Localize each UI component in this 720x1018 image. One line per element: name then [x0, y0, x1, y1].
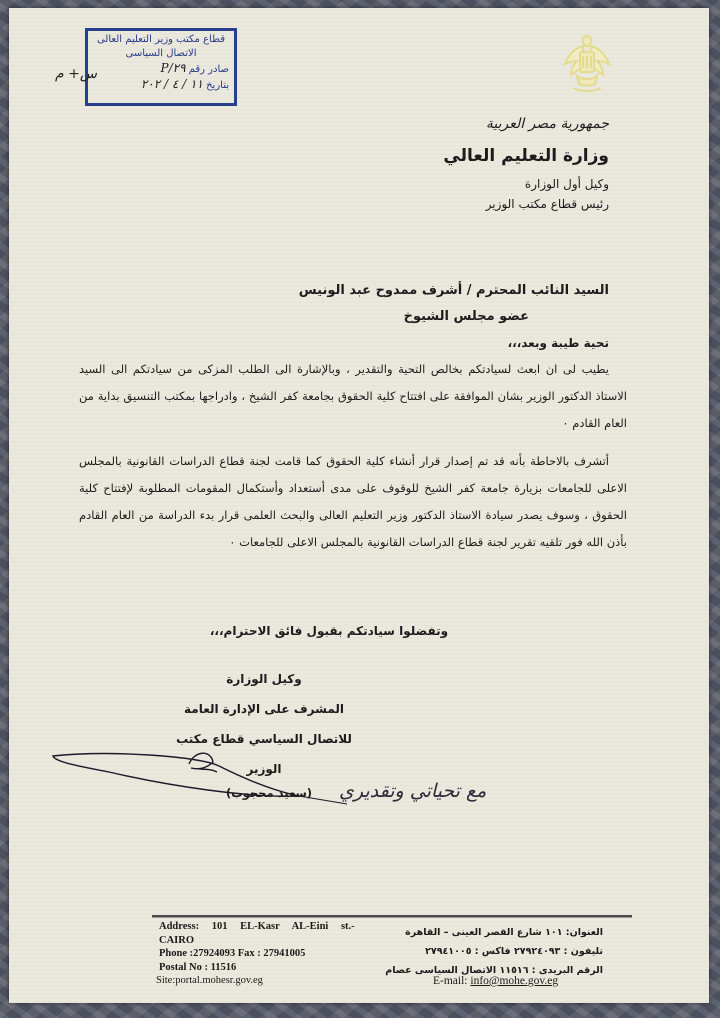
footer-arabic [385, 923, 603, 980]
stamp-handwritten-note: س+ م [55, 66, 97, 82]
greeting: تحية طيبة وبعد،،، [507, 336, 609, 350]
eagle-emblem-icon [561, 30, 613, 96]
stamp-date-value: ١١ / ٤ / ٢٠٢ [140, 77, 203, 91]
handwritten-regards: مع تحياتي وتقديري [339, 780, 487, 802]
stamp-date-label: بتاريخ [206, 80, 229, 91]
footer-site-en: Site:portal.mohesr.gov.eg [156, 975, 263, 986]
footer-english [156, 920, 355, 988]
footer-city-en: CAIRO [159, 934, 195, 946]
footer-phone-en: Phone :27924093 Fax : 27941005 [159, 948, 306, 959]
republic-name: جمهورية مصر العربية [485, 116, 609, 132]
outgoing-stamp [85, 28, 237, 106]
letter-page [9, 8, 709, 1003]
footer-address-en-label: Address: [159, 921, 200, 932]
stamp-number-value: ٢٩/P [160, 61, 186, 75]
stamp-date-row [93, 77, 229, 93]
sector-head-title: رئيس قطاع مكتب الوزير [485, 197, 609, 211]
signatory-title-2: المشرف على الإدارة العامة [184, 702, 344, 716]
footer-address-ar: العنوان: ١٠١ شارع القصر العينى – القاهرة [405, 927, 603, 938]
footer-divider [152, 915, 632, 918]
stamp-line-2: الاتصال السياسى [125, 48, 197, 59]
footer-postal-ar: الرقم البريدى : ١١٥١٦ الاتصال السياسى عصام [385, 965, 603, 976]
stamp-line-1: قطاع مكتب وزير التعليم العالى [96, 34, 226, 45]
footer-email-link[interactable]: info@mohe.gov.eg [470, 975, 559, 987]
closing-line: وتفضلوا سيادتكم بقبول فائق الاحترام،،، [209, 624, 449, 638]
footer-address-en-row [159, 920, 355, 934]
stamp-number-row [93, 61, 229, 77]
addressee-name: السيد النائب المحترم / أشرف ممدوح عبد الونيس [298, 283, 609, 298]
footer-email-label: E-mail: [433, 975, 468, 987]
stamp-number-label: صادر رقم [188, 64, 229, 75]
addressee-title: عضو مجلس الشيوخ [403, 309, 529, 324]
signatory-title-3: للاتصال السياسي قطاع مكتب الوزير [176, 732, 352, 776]
ministry-name: وزارة التعليم العالي [443, 146, 609, 166]
deputy-title: وكيل أول الوزارة [524, 177, 609, 191]
body-paragraph-1: يطيب لى ان ابعث لسيادتكم بخالص التحية والتقدير ، وبالإشارة الى الطلب المزكى من سيادتكم الى السيد الاستاذ الدكتور الوزير بشان الموافقة على افتتاح كلية الحقوق بجامعة كفر الشيخ ، وادراجها بمكتب التنسيق بداية من العام القادم ٠ [79, 362, 627, 430]
body-paragraph-2: أتشرف بالاحاطة بأنه قد تم إصدار قرار أنشاء كلية الحقوق كما قامت لجنة قطاع الدراسات القانونية بالمجلس الاعلى للجامعات بزيارة جامعة كفر الشيخ للوقوف على مدى أستعداد وأستكمال المقومات المطلوبة لإفتتاح كلية الحقوق ، وسوف يصدر سيادة الاستاذ الدكتور وزير التعليم العالى والبحث العلمى قرار بدء الدراسة من العام القادم بأذن الله فور تلقيه تقرير لجنة قطاع الدراسات القانونية بالمجلس الاعلى للجامعات ٠ [79, 454, 627, 549]
footer-email-row [433, 975, 558, 987]
signatory-title-1: وكيل الوزارة [226, 672, 302, 686]
footer-address-en: 101 EL-Kasr AL-Eini st.- [211, 921, 355, 932]
signatory-name: (سعيد محجوب) [225, 786, 313, 800]
footer-postal-en: Postal No : 11516 [159, 961, 237, 973]
footer-phone-ar: تليفون : ٢٧٩٢٤٠٩٣ فاكس : ٢٧٩٤١٠٠٥ [425, 946, 603, 957]
